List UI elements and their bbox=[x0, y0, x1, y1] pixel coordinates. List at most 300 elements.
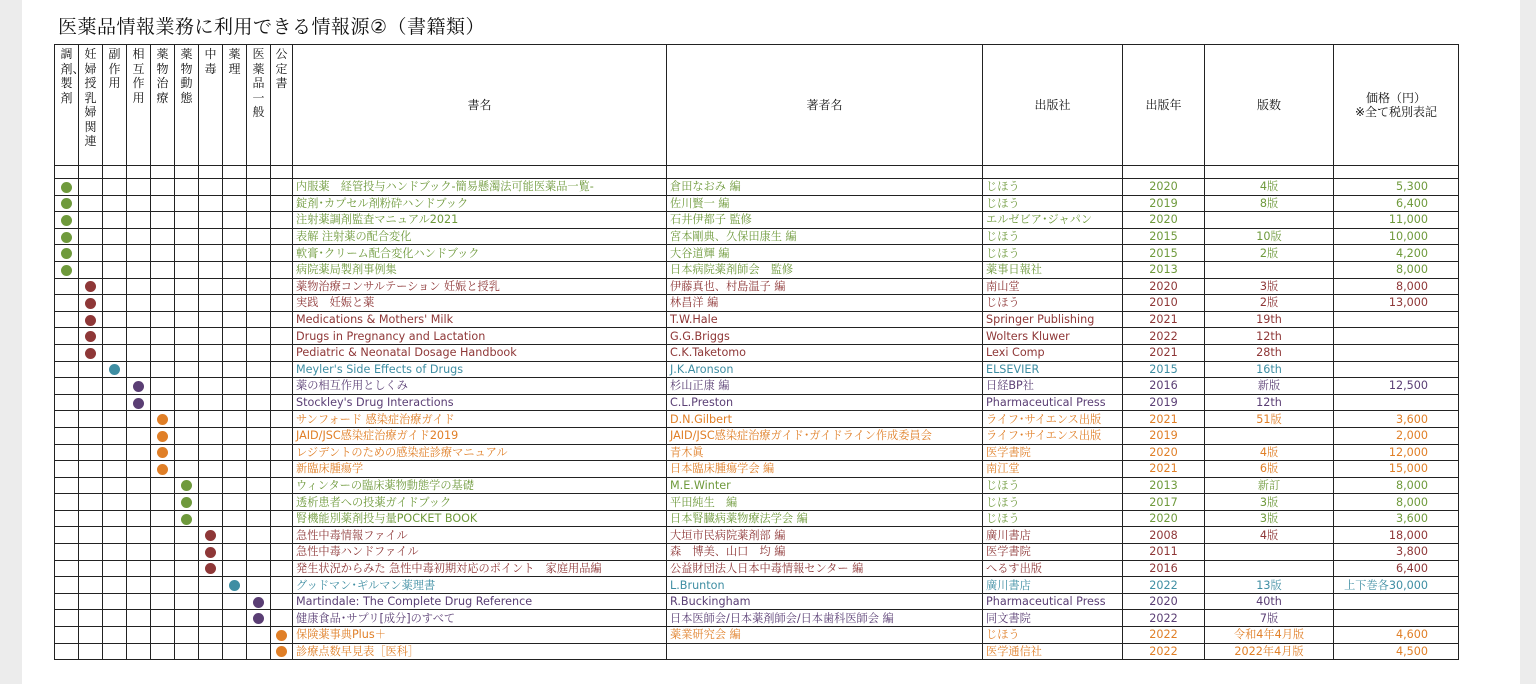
edition-cell: 2版 bbox=[1205, 245, 1334, 262]
category-cell bbox=[151, 245, 175, 262]
edition-cell bbox=[1205, 212, 1334, 229]
category-cell bbox=[271, 361, 293, 378]
category-cell bbox=[223, 610, 247, 627]
book-title-cell: 薬物治療コンサルテーション 妊娠と授乳 bbox=[293, 278, 667, 295]
publisher-cell: ライフ･サイエンス出版 bbox=[983, 411, 1123, 428]
category-marker-dot bbox=[253, 597, 264, 608]
category-cell bbox=[247, 361, 271, 378]
category-header: 薬物動態 bbox=[175, 45, 199, 166]
publisher-cell: Lexi Comp bbox=[983, 344, 1123, 361]
category-cell bbox=[223, 477, 247, 494]
category-cell bbox=[151, 444, 175, 461]
category-cell bbox=[271, 261, 293, 278]
category-cell bbox=[247, 328, 271, 345]
category-cell bbox=[79, 627, 103, 644]
category-cell bbox=[55, 179, 79, 196]
edition-cell bbox=[1205, 560, 1334, 577]
table-row bbox=[55, 593, 1459, 610]
category-cell bbox=[175, 544, 199, 561]
author-cell: M.E.Winter bbox=[667, 477, 983, 494]
category-cell bbox=[55, 394, 79, 411]
year-column-header: 出版年 bbox=[1123, 45, 1205, 166]
price-cell bbox=[1334, 344, 1459, 361]
category-cell bbox=[55, 444, 79, 461]
price-cell: 8,000 bbox=[1334, 494, 1459, 511]
category-cell bbox=[223, 278, 247, 295]
category-cell bbox=[247, 278, 271, 295]
publisher-cell: 医学通信社 bbox=[983, 643, 1123, 660]
category-cell bbox=[103, 477, 127, 494]
category-cell bbox=[103, 643, 127, 660]
category-cell bbox=[79, 328, 103, 345]
category-cell bbox=[271, 394, 293, 411]
edition-cell: 12th bbox=[1205, 394, 1334, 411]
category-cell bbox=[247, 610, 271, 627]
category-marker-dot bbox=[85, 315, 96, 326]
category-cell bbox=[151, 328, 175, 345]
category-cell bbox=[151, 295, 175, 312]
category-cell bbox=[79, 261, 103, 278]
category-cell bbox=[271, 212, 293, 229]
category-cell bbox=[79, 527, 103, 544]
table-row bbox=[55, 461, 1459, 478]
category-cell bbox=[55, 378, 79, 395]
category-cell bbox=[247, 378, 271, 395]
author-cell: JAID/JSC感染症治療ガイド･ガイドライン作成委員会 bbox=[667, 427, 983, 444]
category-cell bbox=[247, 411, 271, 428]
category-cell bbox=[199, 195, 223, 212]
category-cell bbox=[247, 427, 271, 444]
year-cell: 2020 bbox=[1123, 212, 1205, 229]
category-cell bbox=[175, 444, 199, 461]
book-title-cell: 新臨床腫瘍学 bbox=[293, 461, 667, 478]
price-cell: 15,000 bbox=[1334, 461, 1459, 478]
edition-cell: 3版 bbox=[1205, 278, 1334, 295]
category-cell bbox=[127, 461, 151, 478]
book-title-cell: 保険薬事典Plus＋ bbox=[293, 627, 667, 644]
category-header: 妊婦授乳婦関連 bbox=[79, 45, 103, 166]
category-cell bbox=[79, 477, 103, 494]
book-title-cell: 表解 注射薬の配合変化 bbox=[293, 228, 667, 245]
category-header: 副作用 bbox=[103, 45, 127, 166]
category-cell bbox=[103, 577, 127, 594]
category-cell bbox=[127, 544, 151, 561]
category-cell bbox=[151, 394, 175, 411]
category-cell bbox=[247, 212, 271, 229]
category-marker-dot bbox=[61, 215, 72, 226]
category-cell bbox=[175, 212, 199, 229]
category-cell bbox=[199, 245, 223, 262]
category-cell bbox=[271, 311, 293, 328]
category-cell bbox=[103, 627, 127, 644]
table-row bbox=[55, 544, 1459, 561]
price-cell: 3,800 bbox=[1334, 544, 1459, 561]
author-cell: 薬業研究会 編 bbox=[667, 627, 983, 644]
category-cell bbox=[127, 295, 151, 312]
book-title-cell: Medications & Mothers' Milk bbox=[293, 311, 667, 328]
category-cell bbox=[223, 212, 247, 229]
category-cell bbox=[271, 527, 293, 544]
category-cell bbox=[271, 560, 293, 577]
category-cell bbox=[151, 195, 175, 212]
category-cell bbox=[103, 295, 127, 312]
edition-cell: 4版 bbox=[1205, 444, 1334, 461]
author-cell: 大垣市民病院薬剤部 編 bbox=[667, 527, 983, 544]
table-row bbox=[55, 179, 1459, 196]
category-cell bbox=[79, 510, 103, 527]
category-marker-dot bbox=[61, 232, 72, 243]
table-row bbox=[55, 560, 1459, 577]
category-cell bbox=[103, 228, 127, 245]
year-cell: 2010 bbox=[1123, 295, 1205, 312]
book-title-cell: 実践 妊娠と薬 bbox=[293, 295, 667, 312]
author-cell: J.K.Aronson bbox=[667, 361, 983, 378]
year-cell: 2015 bbox=[1123, 361, 1205, 378]
price-cell: 13,000 bbox=[1334, 295, 1459, 312]
publisher-cell: 南山堂 bbox=[983, 278, 1123, 295]
category-cell bbox=[247, 344, 271, 361]
table-row bbox=[55, 394, 1459, 411]
category-cell bbox=[175, 311, 199, 328]
category-cell bbox=[79, 245, 103, 262]
publisher-cell: 南江堂 bbox=[983, 461, 1123, 478]
category-cell bbox=[199, 295, 223, 312]
book-title-cell: 錠剤･カプセル剤粉砕ハンドブック bbox=[293, 195, 667, 212]
edition-cell: 令和4年4月版 bbox=[1205, 627, 1334, 644]
year-cell: 2021 bbox=[1123, 344, 1205, 361]
publisher-cell: ライフ･サイエンス出版 bbox=[983, 427, 1123, 444]
edition-cell bbox=[1205, 544, 1334, 561]
category-cell bbox=[55, 577, 79, 594]
category-cell bbox=[271, 544, 293, 561]
category-cell bbox=[271, 494, 293, 511]
category-marker-dot bbox=[205, 563, 216, 574]
table-row bbox=[55, 477, 1459, 494]
author-cell: 森 博美、山口 均 編 bbox=[667, 544, 983, 561]
price-cell: 6,400 bbox=[1334, 560, 1459, 577]
category-cell bbox=[55, 544, 79, 561]
author-cell: 日本医師会/日本薬剤師会/日本歯科医師会 編 bbox=[667, 610, 983, 627]
category-cell bbox=[223, 228, 247, 245]
publisher-cell: Pharmaceutical Press bbox=[983, 394, 1123, 411]
year-cell: 2022 bbox=[1123, 643, 1205, 660]
edition-cell: 8版 bbox=[1205, 195, 1334, 212]
book-title-cell: グッドマン･ギルマン薬理書 bbox=[293, 577, 667, 594]
category-marker-dot bbox=[157, 447, 168, 458]
author-cell: 石井伊都子 監修 bbox=[667, 212, 983, 229]
author-cell: 日本病院薬剤師会 監修 bbox=[667, 261, 983, 278]
category-cell bbox=[175, 261, 199, 278]
edition-cell: 2022年4月版 bbox=[1205, 643, 1334, 660]
price-header-label: 価格（円） bbox=[1365, 91, 1426, 105]
category-cell bbox=[199, 311, 223, 328]
table-row bbox=[55, 494, 1459, 511]
category-marker-dot bbox=[109, 364, 120, 375]
category-cell bbox=[79, 179, 103, 196]
category-cell bbox=[151, 494, 175, 511]
category-cell bbox=[247, 394, 271, 411]
author-column-header: 著者名 bbox=[667, 45, 983, 166]
year-cell: 2021 bbox=[1123, 461, 1205, 478]
category-cell bbox=[127, 427, 151, 444]
category-cell bbox=[79, 427, 103, 444]
category-cell bbox=[271, 610, 293, 627]
category-cell bbox=[199, 394, 223, 411]
price-header-note: ※全て税別表記 bbox=[1354, 105, 1438, 119]
category-cell bbox=[55, 245, 79, 262]
category-cell bbox=[55, 610, 79, 627]
price-cell: 2,000 bbox=[1334, 427, 1459, 444]
category-cell bbox=[55, 411, 79, 428]
category-cell bbox=[223, 378, 247, 395]
edition-cell: 2版 bbox=[1205, 295, 1334, 312]
book-title-cell: 内服薬 経管投与ハンドブック-簡易懸濁法可能医薬品一覧- bbox=[293, 179, 667, 196]
edition-cell: 新訂 bbox=[1205, 477, 1334, 494]
edition-cell: 12th bbox=[1205, 328, 1334, 345]
category-cell bbox=[175, 494, 199, 511]
category-cell bbox=[271, 444, 293, 461]
category-cell bbox=[151, 179, 175, 196]
category-cell bbox=[247, 510, 271, 527]
publisher-cell: ELSEVIER bbox=[983, 361, 1123, 378]
price-cell: 5,300 bbox=[1334, 179, 1459, 196]
header-row bbox=[55, 45, 1459, 166]
category-cell bbox=[199, 461, 223, 478]
publisher-cell: Springer Publishing bbox=[983, 311, 1123, 328]
category-cell bbox=[247, 494, 271, 511]
price-cell: 11,000 bbox=[1334, 212, 1459, 229]
category-cell bbox=[151, 228, 175, 245]
price-cell: 12,500 bbox=[1334, 378, 1459, 395]
category-cell bbox=[127, 477, 151, 494]
author-cell: G.G.Briggs bbox=[667, 328, 983, 345]
category-cell bbox=[271, 593, 293, 610]
category-cell bbox=[175, 228, 199, 245]
category-cell bbox=[55, 477, 79, 494]
year-cell: 2015 bbox=[1123, 245, 1205, 262]
price-cell: 上下巻各30,000 bbox=[1334, 577, 1459, 594]
category-cell bbox=[79, 560, 103, 577]
category-cell bbox=[103, 311, 127, 328]
book-title-cell: 急性中毒ハンドファイル bbox=[293, 544, 667, 561]
author-cell: T.W.Hale bbox=[667, 311, 983, 328]
edition-cell: 4版 bbox=[1205, 527, 1334, 544]
book-title-cell: Martindale: The Complete Drug Reference bbox=[293, 593, 667, 610]
category-cell bbox=[55, 427, 79, 444]
category-cell bbox=[271, 577, 293, 594]
category-cell bbox=[199, 261, 223, 278]
category-cell bbox=[199, 643, 223, 660]
category-cell bbox=[151, 477, 175, 494]
category-cell bbox=[247, 444, 271, 461]
category-cell bbox=[223, 461, 247, 478]
edition-cell: 16th bbox=[1205, 361, 1334, 378]
table-row bbox=[55, 627, 1459, 644]
category-marker-dot bbox=[276, 646, 287, 657]
publisher-cell: 同文書院 bbox=[983, 610, 1123, 627]
category-cell bbox=[127, 328, 151, 345]
category-header: 薬理 bbox=[223, 45, 247, 166]
category-header: 調剤、製剤 bbox=[55, 45, 79, 166]
category-cell bbox=[79, 278, 103, 295]
publisher-cell: じほう bbox=[983, 477, 1123, 494]
category-cell bbox=[151, 593, 175, 610]
category-cell bbox=[271, 461, 293, 478]
table-row bbox=[55, 195, 1459, 212]
book-title-cell: 健康食品･サプリ[成分]のすべて bbox=[293, 610, 667, 627]
category-cell bbox=[151, 610, 175, 627]
publisher-cell: 日経BP社 bbox=[983, 378, 1123, 395]
category-cell bbox=[79, 361, 103, 378]
category-cell bbox=[151, 311, 175, 328]
publisher-cell: じほう bbox=[983, 245, 1123, 262]
category-cell bbox=[127, 510, 151, 527]
category-marker-dot bbox=[229, 580, 240, 591]
category-cell bbox=[151, 212, 175, 229]
category-cell bbox=[175, 361, 199, 378]
author-cell: 杉山正康 編 bbox=[667, 378, 983, 395]
table-row bbox=[55, 228, 1459, 245]
category-cell bbox=[151, 643, 175, 660]
category-cell bbox=[103, 494, 127, 511]
book-title-cell: サンフォード 感染症治療ガイド bbox=[293, 411, 667, 428]
category-cell bbox=[223, 593, 247, 610]
category-cell bbox=[127, 643, 151, 660]
price-cell: 8,000 bbox=[1334, 261, 1459, 278]
category-cell bbox=[55, 311, 79, 328]
category-cell bbox=[151, 544, 175, 561]
category-cell bbox=[175, 560, 199, 577]
category-cell bbox=[247, 593, 271, 610]
category-cell bbox=[175, 195, 199, 212]
year-cell: 2015 bbox=[1123, 228, 1205, 245]
year-cell: 2021 bbox=[1123, 411, 1205, 428]
category-cell bbox=[247, 560, 271, 577]
price-cell: 18,000 bbox=[1334, 527, 1459, 544]
price-cell bbox=[1334, 361, 1459, 378]
year-cell: 2017 bbox=[1123, 494, 1205, 511]
author-cell bbox=[667, 643, 983, 660]
category-cell bbox=[223, 510, 247, 527]
publisher-cell: じほう bbox=[983, 179, 1123, 196]
category-cell bbox=[127, 627, 151, 644]
category-cell bbox=[175, 278, 199, 295]
category-cell bbox=[199, 527, 223, 544]
book-title-cell: JAID/JSC感染症治療ガイド2019 bbox=[293, 427, 667, 444]
price-cell bbox=[1334, 593, 1459, 610]
category-cell bbox=[199, 344, 223, 361]
table-row bbox=[55, 643, 1459, 660]
category-cell bbox=[223, 179, 247, 196]
category-cell bbox=[199, 593, 223, 610]
category-cell bbox=[151, 278, 175, 295]
category-cell bbox=[55, 361, 79, 378]
category-cell bbox=[271, 328, 293, 345]
category-cell bbox=[79, 228, 103, 245]
category-cell bbox=[247, 627, 271, 644]
category-cell bbox=[55, 228, 79, 245]
category-cell bbox=[103, 527, 127, 544]
category-cell bbox=[103, 427, 127, 444]
category-header: 相互作用 bbox=[127, 45, 151, 166]
category-cell bbox=[247, 461, 271, 478]
category-cell bbox=[103, 328, 127, 345]
category-cell bbox=[247, 195, 271, 212]
category-marker-dot bbox=[61, 182, 72, 193]
category-marker-dot bbox=[61, 198, 72, 209]
category-marker-dot bbox=[133, 381, 144, 392]
category-cell bbox=[199, 610, 223, 627]
category-cell bbox=[127, 610, 151, 627]
category-cell bbox=[247, 179, 271, 196]
category-cell bbox=[247, 295, 271, 312]
price-cell: 4,600 bbox=[1334, 627, 1459, 644]
book-title-cell: 透析患者への投薬ガイドブック bbox=[293, 494, 667, 511]
category-cell bbox=[271, 643, 293, 660]
category-cell bbox=[103, 195, 127, 212]
category-cell bbox=[55, 278, 79, 295]
category-cell bbox=[271, 179, 293, 196]
category-marker-dot bbox=[85, 331, 96, 342]
category-marker-dot bbox=[181, 514, 192, 525]
year-cell: 2020 bbox=[1123, 593, 1205, 610]
edition-cell: 40th bbox=[1205, 593, 1334, 610]
category-marker-dot bbox=[157, 414, 168, 425]
category-cell bbox=[199, 179, 223, 196]
category-cell bbox=[175, 344, 199, 361]
category-marker-dot bbox=[85, 348, 96, 359]
category-cell bbox=[199, 361, 223, 378]
category-cell bbox=[103, 245, 127, 262]
edition-cell: 6版 bbox=[1205, 461, 1334, 478]
category-cell bbox=[79, 394, 103, 411]
category-cell bbox=[103, 378, 127, 395]
author-cell: 平田純生 編 bbox=[667, 494, 983, 511]
author-cell: 大谷道輝 編 bbox=[667, 245, 983, 262]
table-row bbox=[55, 510, 1459, 527]
category-cell bbox=[223, 643, 247, 660]
year-cell: 2013 bbox=[1123, 261, 1205, 278]
table-row bbox=[55, 311, 1459, 328]
publisher-cell: へるす出版 bbox=[983, 560, 1123, 577]
category-cell bbox=[127, 179, 151, 196]
category-cell bbox=[151, 577, 175, 594]
category-marker-dot bbox=[253, 613, 264, 624]
edition-cell: 新版 bbox=[1205, 378, 1334, 395]
category-cell bbox=[103, 212, 127, 229]
category-cell bbox=[175, 245, 199, 262]
price-cell bbox=[1334, 394, 1459, 411]
edition-cell: 4版 bbox=[1205, 179, 1334, 196]
price-cell: 4,200 bbox=[1334, 245, 1459, 262]
price-cell: 3,600 bbox=[1334, 411, 1459, 428]
category-cell bbox=[127, 245, 151, 262]
book-title-cell: 診療点数早見表［医科］ bbox=[293, 643, 667, 660]
table-row bbox=[55, 411, 1459, 428]
category-cell bbox=[175, 394, 199, 411]
author-cell: 佐川賢一 編 bbox=[667, 195, 983, 212]
book-title-cell: Pediatric & Neonatal Dosage Handbook bbox=[293, 344, 667, 361]
category-cell bbox=[103, 394, 127, 411]
category-cell bbox=[79, 494, 103, 511]
table-row bbox=[55, 427, 1459, 444]
price-cell: 8,000 bbox=[1334, 278, 1459, 295]
category-marker-dot bbox=[85, 281, 96, 292]
category-cell bbox=[175, 643, 199, 660]
book-title-cell: 発生状況からみた 急性中毒初期対応のポイント 家庭用品編 bbox=[293, 560, 667, 577]
publisher-cell: じほう bbox=[983, 228, 1123, 245]
publisher-cell: Wolters Kluwer bbox=[983, 328, 1123, 345]
